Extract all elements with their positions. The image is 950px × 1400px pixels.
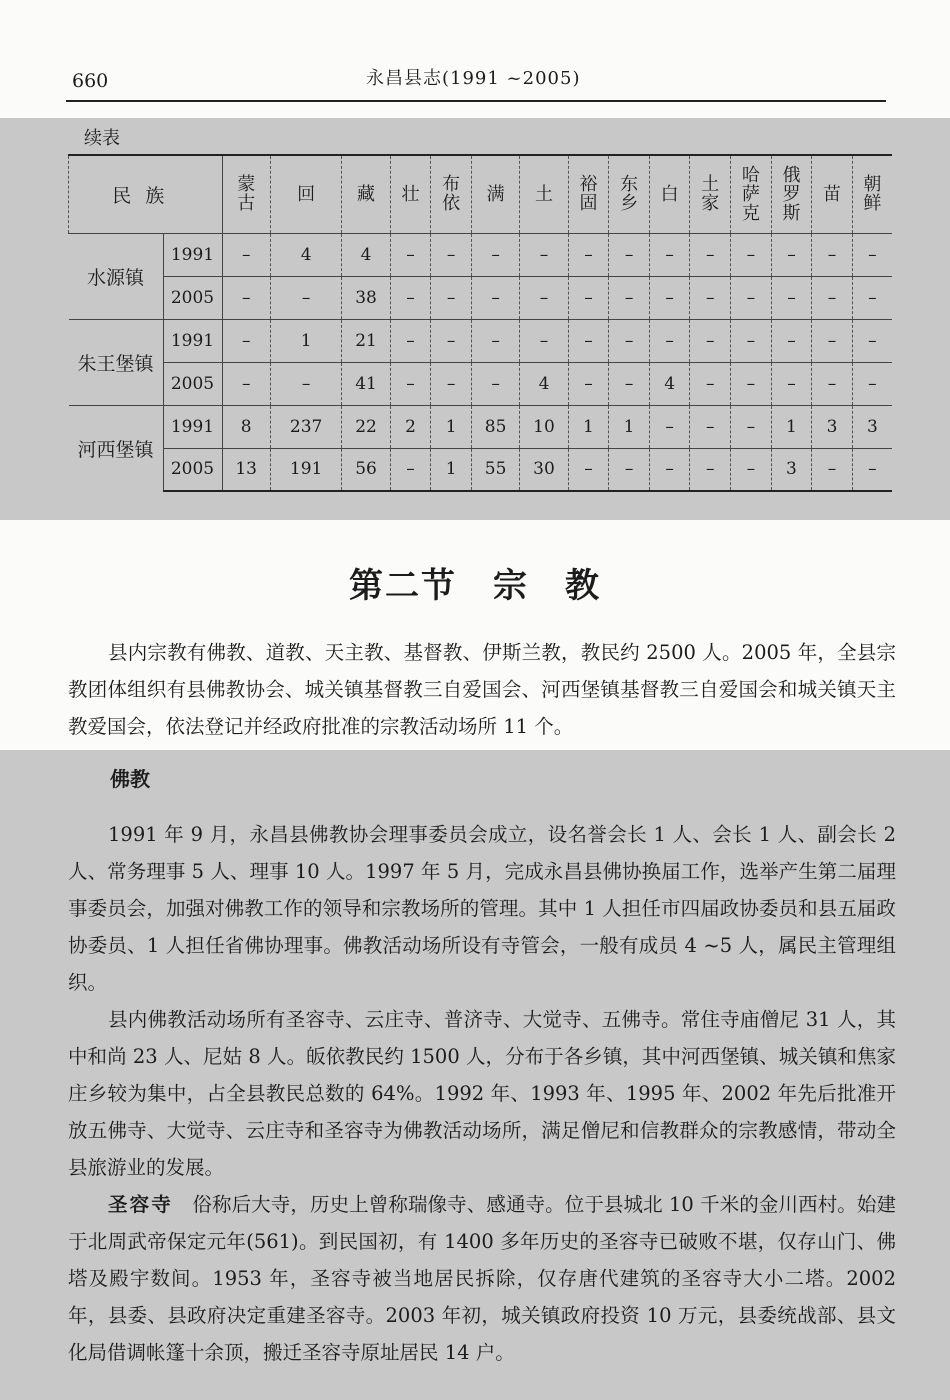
table-cell: –	[771, 362, 812, 405]
table-row	[69, 233, 893, 276]
table-cell: 1	[609, 405, 650, 448]
ethnic-group-char: 土	[534, 183, 553, 205]
table-cell: –	[390, 362, 431, 405]
table-row	[69, 362, 893, 405]
ethnic-group-char: 回	[297, 183, 316, 205]
table-caption: 续表	[84, 128, 120, 149]
page-header	[66, 58, 886, 102]
ethnic-group-char: 蒙	[237, 174, 256, 196]
table-cell: –	[609, 448, 650, 491]
table-cell: –	[731, 276, 772, 319]
table-cell: 1	[270, 319, 341, 362]
table-cell: –	[771, 276, 812, 319]
table-cell: –	[270, 362, 341, 405]
ethnic-group-char: 萨	[741, 183, 760, 205]
table-cell: –	[471, 233, 519, 276]
table-cell: –	[812, 276, 853, 319]
table-cell: 21	[342, 319, 390, 362]
header-label-ethnicity: 民族	[69, 155, 223, 233]
table-cell: –	[390, 276, 431, 319]
ethnic-group-header	[771, 155, 812, 233]
year-cell: 1991	[163, 233, 222, 276]
running-title: 永昌县志(1991 ~2005)	[366, 68, 581, 89]
ethnic-population-table	[68, 154, 892, 492]
table-cell: –	[471, 362, 519, 405]
table-cell: –	[812, 233, 853, 276]
ethnic-group-char: 家	[701, 193, 720, 215]
year-cell: 1991	[163, 319, 222, 362]
table-cell: –	[609, 233, 650, 276]
ethnic-group-char: 壮	[401, 183, 420, 205]
table-cell: –	[852, 362, 892, 405]
table-cell: –	[431, 362, 472, 405]
table-cell: 30	[520, 448, 568, 491]
table-cell: 1	[568, 405, 609, 448]
table-cell: –	[771, 319, 812, 362]
table-cell: –	[222, 233, 270, 276]
table-cell: –	[568, 362, 609, 405]
table-cell: –	[771, 233, 812, 276]
table-row	[69, 319, 893, 362]
section-title: 第二节 宗 教	[349, 566, 601, 606]
table-cell: –	[731, 405, 772, 448]
table-cell: 41	[342, 362, 390, 405]
table-cell: –	[690, 362, 731, 405]
table-cell: 1	[771, 405, 812, 448]
ethnic-group-header	[731, 155, 772, 233]
table-cell: 3	[812, 405, 853, 448]
ethnic-group-header	[520, 155, 568, 233]
table-cell: 38	[342, 276, 390, 319]
page-number: 660	[72, 70, 109, 92]
table-cell: 2	[390, 405, 431, 448]
table-cell: 4	[649, 362, 690, 405]
ethnic-group-header	[852, 155, 892, 233]
ethnic-group-char: 固	[579, 193, 598, 215]
table-cell: 3	[771, 448, 812, 491]
ethnic-group-char: 鲜	[863, 193, 882, 215]
year-cell: 1991	[163, 405, 222, 448]
ethnic-group-header	[342, 155, 390, 233]
ethnic-group-header	[649, 155, 690, 233]
ethnic-group-char: 东	[620, 174, 639, 196]
table-cell: –	[520, 276, 568, 319]
table-cell: –	[690, 405, 731, 448]
run-in-heading: 圣容寺	[108, 1193, 173, 1216]
table-cell: –	[568, 233, 609, 276]
table-cell: –	[649, 319, 690, 362]
table-cell: –	[520, 319, 568, 362]
table-cell: –	[390, 233, 431, 276]
ethnic-group-header	[270, 155, 341, 233]
table-cell: –	[731, 233, 772, 276]
town-name: 水源镇	[69, 233, 164, 319]
table-cell: –	[812, 362, 853, 405]
table-cell: –	[649, 405, 690, 448]
table-cell: 56	[342, 448, 390, 491]
table-cell: –	[852, 233, 892, 276]
table-cell: –	[649, 276, 690, 319]
table-cell: –	[609, 362, 650, 405]
table-cell: 3	[852, 405, 892, 448]
table-cell: –	[609, 276, 650, 319]
ethnic-group-header	[690, 155, 731, 233]
intro-paragraph: 县内宗教有佛教、道教、天主教、基督教、伊斯兰教，教民约 2500 人。2005 年，全县宗教团体组织有县佛教协会、城关镇基督教三自爱国会、河西堡镇基督教三自爱国会和城关镇天主教爱国会，依法登记并经政府批准的宗教活动场所 11 个。	[68, 641, 896, 738]
table-cell: –	[812, 448, 853, 491]
table-cell: –	[431, 276, 472, 319]
year-cell: 2005	[163, 448, 222, 491]
ethnic-group-char: 裕	[579, 174, 598, 196]
table-cell: –	[690, 319, 731, 362]
table-cell: –	[431, 233, 472, 276]
table-cell: –	[568, 276, 609, 319]
ethnic-group-char: 满	[486, 183, 505, 205]
ethnic-group-header	[471, 155, 519, 233]
table-cell: –	[649, 233, 690, 276]
ethnic-group-char: 古	[237, 193, 256, 215]
ethnic-group-char: 依	[442, 193, 461, 215]
table-cell: –	[690, 276, 731, 319]
table-row	[69, 276, 893, 319]
ethnic-group-char: 俄	[782, 164, 801, 186]
table-cell: –	[520, 233, 568, 276]
ethnic-group-char: 布	[442, 174, 461, 196]
ethnic-group-header	[609, 155, 650, 233]
table-cell: –	[222, 319, 270, 362]
ethnic-group-char: 苗	[823, 183, 842, 205]
ethnic-group-char: 哈	[741, 164, 760, 186]
table-cell: 237	[270, 405, 341, 448]
table-cell: –	[270, 276, 341, 319]
table-cell: 1	[431, 405, 472, 448]
table-cell: –	[390, 319, 431, 362]
table-cell: –	[852, 448, 892, 491]
year-cell: 2005	[163, 276, 222, 319]
ethnic-group-header	[812, 155, 853, 233]
ethnic-group-char: 白	[660, 183, 679, 205]
table-row	[69, 405, 893, 448]
ethnic-group-char: 土	[701, 174, 720, 196]
table-cell: –	[690, 448, 731, 491]
table-cell: 4	[270, 233, 341, 276]
table-cell: 13	[222, 448, 270, 491]
table-cell: 10	[520, 405, 568, 448]
table-cell: 4	[342, 233, 390, 276]
table-cell: 8	[222, 405, 270, 448]
table-cell: –	[390, 448, 431, 491]
table-cell: –	[431, 319, 472, 362]
paragraph-1: 1991 年 9 月，永昌县佛教协会理事委员会成立，设名誉会长 1 人、会长 1 人、副会长 2 人、常务理事 5 人、理事 10 人。1997 年 5 月，完成永昌县佛协换届工作，选举产生第二届理事委员会，加强对佛教工作的领导和宗教场所的管理。其中 1 人担任市四届政协委员和县五届政协委员、1 人担任省佛协理事。佛教活动场所设有寺管会，一般有成员 4 ~5 人，属民主管理组织。	[68, 823, 896, 994]
ethnic-group-char: 藏	[357, 183, 376, 205]
table-cell: –	[222, 276, 270, 319]
table-cell: –	[852, 319, 892, 362]
paragraph-2: 县内佛教活动场所有圣容寺、云庄寺、普济寺、大觉寺、五佛寺。常住寺庙僧尼 31 人，其中和尚 23 人、尼姑 8 人。皈依教民约 1500 人，分布于各乡镇，其中河西堡镇、城关镇和焦家庄乡较为集中，占全县教民总数的 64%。1992 年、1993 年、1995 年、2002 年先后批准开放五佛寺、大觉寺、云庄寺和圣容寺为佛教活动场所，满足僧尼和信教群众的宗教感情，带动全县旅游业的发展。	[68, 1008, 896, 1179]
paragraph-3-text: 俗称后大寺，历史上曾称瑞像寺、感通寺。位于县城北 10 千米的金川西村。始建于北周武帝保定元年(561)。到民国初，有 1400 多年历史的圣容寺已破败不堪，仅存山门、佛塔及殿宇数间。1953 年，圣容寺被当地居民拆除，仅存唐代建筑的圣容寺大小二塔。2002 年，县委、县政府决定重建圣容寺。2003 年初，城关镇政府投资 10 万元，县委统战部、县文化局借调帐篷十余顶，搬迁圣容寺原址居民 14 户。	[68, 1193, 896, 1364]
ethnic-group-header	[431, 155, 472, 233]
table-cell: –	[852, 276, 892, 319]
table-cell: 55	[471, 448, 519, 491]
ethnic-group-char: 克	[741, 202, 760, 224]
paragraph-3	[68, 1186, 896, 1371]
table-cell: 4	[520, 362, 568, 405]
table-cell: 85	[471, 405, 519, 448]
table-cell: –	[222, 362, 270, 405]
table-cell: –	[690, 233, 731, 276]
table-cell: 1	[431, 448, 472, 491]
subheading-buddhism: 佛教	[110, 767, 150, 791]
ethnic-group-char: 斯	[782, 202, 801, 224]
ethnic-group-char: 乡	[620, 193, 639, 215]
table-cell: –	[568, 448, 609, 491]
ethnic-group-header	[568, 155, 609, 233]
year-cell: 2005	[163, 362, 222, 405]
table-cell: 191	[270, 448, 341, 491]
table-cell: 22	[342, 405, 390, 448]
ethnic-group-header	[390, 155, 431, 233]
table-cell: –	[731, 448, 772, 491]
ethnic-group-char: 罗	[782, 183, 801, 205]
table-cell: –	[731, 319, 772, 362]
town-name: 河西堡镇	[69, 405, 164, 491]
table-cell: –	[649, 448, 690, 491]
table-cell: –	[471, 276, 519, 319]
table-row	[69, 448, 893, 491]
table-cell: –	[731, 362, 772, 405]
table-cell: –	[609, 319, 650, 362]
table-cell: –	[812, 319, 853, 362]
table-cell: –	[568, 319, 609, 362]
ethnic-group-char: 朝	[863, 174, 882, 196]
ethnic-group-header	[222, 155, 270, 233]
table-cell: –	[471, 319, 519, 362]
town-name: 朱王堡镇	[69, 319, 164, 405]
table-header-row	[69, 155, 893, 233]
